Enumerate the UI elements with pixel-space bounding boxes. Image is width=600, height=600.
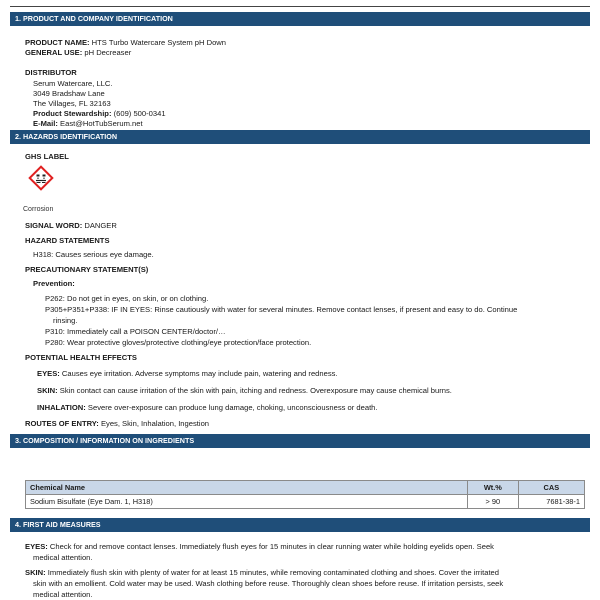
first-aid-eyes-text1: Check for and remove contact lenses. Immediately flush eyes for 15 minutes in clear running water while holding eyelids open. Seek <box>49 542 494 551</box>
first-aid-skin-line1 <box>25 567 499 578</box>
routes-label: ROUTES OF ENTRY: <box>25 419 99 428</box>
first-aid-eyes-label: EYES: <box>25 542 48 551</box>
statement-p280: P280: Wear protective gloves/protective clothing/eye protection/face protection. <box>45 338 312 347</box>
distributor-heading: DISTRIBUTOR <box>25 68 77 77</box>
section-1-header: 1. PRODUCT AND COMPANY IDENTIFICATION <box>10 12 590 26</box>
routes-text: Eyes, Skin, Inhalation, Ingestion <box>100 419 210 428</box>
first-aid-eyes-line2: medical attention. <box>33 553 93 562</box>
general-use-value: pH Decreaser <box>84 48 132 57</box>
routes-of-entry <box>25 418 209 429</box>
section-2-header: 2. HAZARDS IDENTIFICATION <box>10 130 590 144</box>
general-use-line <box>25 47 131 58</box>
signal-word-value: DANGER <box>84 221 117 230</box>
effect-inhalation-label: INHALATION: <box>37 403 86 412</box>
col-header-wt: Wt.% <box>468 481 519 495</box>
effect-inhalation <box>37 402 378 413</box>
effect-skin-label: SKIN: <box>37 386 58 395</box>
first-aid-skin-line3: medical attention. <box>33 590 93 599</box>
section-4-header: 4. FIRST AID MEASURES <box>10 518 590 532</box>
col-header-chemical-name: Chemical Name <box>26 481 468 495</box>
distributor-street: 3049 Bradshaw Lane <box>33 89 105 98</box>
corrosion-pictogram-icon <box>27 164 55 192</box>
prevention-heading: Prevention: <box>33 279 75 288</box>
product-name-label: PRODUCT NAME: <box>25 38 90 47</box>
first-aid-skin-label: SKIN: <box>25 568 46 577</box>
distributor-company: Serum Watercare, LLC. <box>33 79 113 88</box>
email-value: East@HotTubSerum.net <box>60 119 143 128</box>
cell-wt: > 90 <box>468 495 519 509</box>
statement-p305-line1: P305+P351+P338: IF IN EYES: Rinse cautiously with water for several minutes. Remove contact lenses, if present and easy to do. Continue <box>45 305 518 314</box>
cell-chemical-name: Sodium Bisulfate (Eye Dam. 1, H318) <box>26 495 468 509</box>
effect-inhalation-text: Severe over-exposure can produce lung damage, choking, unconsciousness or death. <box>87 403 378 412</box>
effect-skin <box>37 385 452 396</box>
effect-eyes-text: Causes eye irritation. Adverse symptoms may include pain, watering and redness. <box>61 369 338 378</box>
composition-header-row <box>26 481 585 495</box>
signal-word-line <box>25 220 117 231</box>
statement-p262: P262: Do not get in eyes, on skin, or on clothing. <box>45 294 209 303</box>
effect-eyes <box>37 368 338 379</box>
email-line <box>33 118 143 129</box>
statement-p310: P310: Immediately call a POISON CENTER/doctor/… <box>45 327 226 336</box>
cell-cas: 7681-38-1 <box>518 495 584 509</box>
health-effects-heading: POTENTIAL HEALTH EFFECTS <box>25 353 137 362</box>
first-aid-eyes-line1 <box>25 541 494 552</box>
ghs-label-heading: GHS LABEL <box>25 152 69 161</box>
stewardship-label: Product Stewardship: <box>33 109 112 118</box>
first-aid-skin-line2: skin with an emollient. Cold water may be used. Wash clothing before reuse. Thoroughly clean shoes before reuse. If irritation persists, seek <box>33 579 504 588</box>
effect-skin-text: Skin contact can cause irritation of the skin with pain, itching and redness. Overexposure may cause chemical burns. <box>59 386 452 395</box>
header-rule <box>10 0 590 7</box>
stewardship-phone: (609) 500-0341 <box>113 109 166 118</box>
composition-table <box>25 480 585 509</box>
distributor-city: The Villages, FL 32163 <box>33 99 111 108</box>
statement-p305-line2: rinsing. <box>53 316 78 325</box>
table-row <box>26 495 585 509</box>
signal-word-label: SIGNAL WORD: <box>25 221 83 230</box>
precautionary-heading: PRECAUTIONARY STATEMENT(S) <box>25 265 149 274</box>
email-label: E-Mail: <box>33 119 58 128</box>
effect-eyes-label: EYES: <box>37 369 60 378</box>
hazard-statement-h318: H318: Causes serious eye damage. <box>33 250 154 259</box>
first-aid-skin-text1: Immediately flush skin with plenty of water for at least 15 minutes, while removing contaminated clothing and shoes. Cover the irritated <box>47 568 500 577</box>
hazard-statements-heading: HAZARD STATEMENTS <box>25 236 110 245</box>
pictogram-caption: Corrosion <box>23 206 54 213</box>
section-3-header: 3. COMPOSITION / INFORMATION ON INGREDIENTS <box>10 434 590 448</box>
general-use-label: GENERAL USE: <box>25 48 83 57</box>
product-name-value: HTS Turbo Watercare System pH Down <box>91 38 227 47</box>
col-header-cas: CAS <box>518 481 584 495</box>
